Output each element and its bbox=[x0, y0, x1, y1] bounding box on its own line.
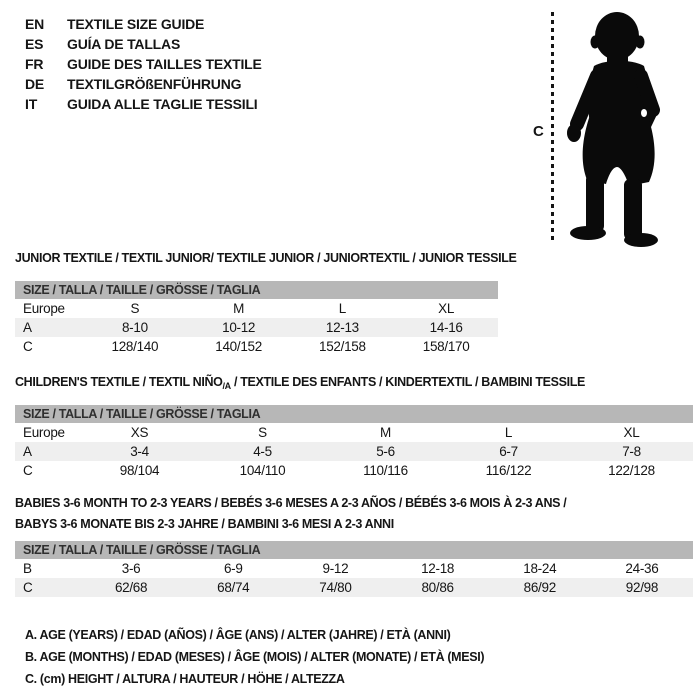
language-row bbox=[25, 74, 262, 94]
babies-title-line-1: BABIES 3-6 MONTH TO 2-3 YEARS / BEBÉS 3-6 MESES A 2-3 AÑOS / BÉBÉS 3-6 MOIS À 2-3 ANS / bbox=[15, 496, 567, 510]
size-cell: 62/68 bbox=[114, 580, 148, 595]
junior-size-table bbox=[15, 281, 498, 356]
size-cell: 7-8 bbox=[622, 444, 641, 459]
size-cell: L bbox=[338, 301, 346, 316]
size-cell: 152/158 bbox=[319, 339, 366, 354]
size-cell: 4-5 bbox=[253, 444, 272, 459]
row-label: A bbox=[23, 320, 32, 335]
row-label: Europe bbox=[23, 301, 65, 316]
height-measure-label: C bbox=[533, 123, 544, 140]
language-row bbox=[25, 94, 262, 114]
size-cell: M bbox=[233, 301, 245, 316]
size-cell: 8-10 bbox=[121, 320, 148, 335]
children-size-table bbox=[15, 405, 693, 480]
size-cell: 5-6 bbox=[376, 444, 395, 459]
size-cell: 98/104 bbox=[119, 463, 160, 478]
table-row bbox=[15, 299, 498, 318]
size-cell: 3-6 bbox=[121, 561, 141, 576]
size-cell: 80/86 bbox=[421, 580, 454, 595]
size-cell: S bbox=[258, 425, 267, 440]
size-cell: 158/170 bbox=[422, 339, 470, 354]
size-cell: 104/110 bbox=[239, 463, 286, 478]
size-cell: L bbox=[504, 425, 513, 440]
babies-title-line-2: BABYS 3-6 MONATE BIS 2-3 JAHRE / BAMBINI 3-6 MESI A 2-3 ANNI bbox=[15, 517, 394, 531]
size-cell: 9-12 bbox=[322, 561, 349, 576]
size-cell: XL bbox=[623, 425, 640, 440]
row-label: A bbox=[23, 444, 32, 459]
footnote-line: B. AGE (MONTHS) / EDAD (MESES) / ÂGE (MOIS) / ALTER (MONATE) / ETÀ (MESI) bbox=[25, 650, 485, 664]
size-cell: 116/122 bbox=[485, 463, 532, 478]
table-row bbox=[15, 442, 693, 461]
size-cell: 128/140 bbox=[111, 339, 159, 354]
junior-table-title: JUNIOR TEXTILE / TEXTIL JUNIOR/ TEXTILE JUNIOR / JUNIORTEXTIL / JUNIOR TESSILE bbox=[15, 251, 517, 265]
babies-size-table bbox=[15, 541, 693, 597]
size-cell: 18-24 bbox=[523, 561, 557, 576]
size-cell: 14-16 bbox=[429, 320, 463, 335]
babies-table-section bbox=[15, 493, 693, 597]
size-cell: 6-7 bbox=[499, 444, 518, 459]
table-row bbox=[15, 423, 693, 442]
size-cell: 3-4 bbox=[130, 444, 149, 459]
language-row bbox=[25, 34, 262, 54]
size-header-bar: SIZE / TALLA / TAILLE / GRÖSSE / TAGLIA bbox=[15, 281, 498, 299]
size-cell: 86/92 bbox=[523, 580, 556, 595]
language-code: ES bbox=[25, 36, 44, 52]
row-label: C bbox=[23, 339, 33, 354]
size-cell: XS bbox=[130, 425, 149, 440]
size-cell: S bbox=[130, 301, 140, 316]
babies-table-title bbox=[15, 493, 693, 535]
row-label: C bbox=[23, 580, 33, 595]
size-cell: XL bbox=[438, 301, 455, 316]
language-label: TEXTILE SIZE GUIDE bbox=[67, 16, 205, 32]
language-code: IT bbox=[25, 96, 38, 112]
table-row bbox=[15, 578, 693, 597]
footnotes bbox=[25, 624, 484, 690]
children-title-pre: CHILDREN'S TEXTILE / TEXTIL NIÑO bbox=[15, 375, 223, 389]
size-cell: 110/116 bbox=[363, 463, 408, 478]
toddler-silhouette-icon bbox=[556, 10, 666, 248]
size-cell: M bbox=[380, 425, 391, 440]
footnote-line: A. AGE (YEARS) / EDAD (AÑOS) / ÂGE (ANS) / ALTER (JAHRE) / ETÀ (ANNI) bbox=[25, 628, 451, 642]
size-cell: 6-9 bbox=[223, 561, 243, 576]
language-row bbox=[25, 54, 262, 74]
table-row bbox=[15, 559, 693, 578]
footnote-line: C. (cm) HEIGHT / ALTURA / HAUTEUR / HÖHE / ALTEZZA bbox=[25, 672, 345, 686]
junior-table-section bbox=[15, 250, 517, 356]
children-title-post: / TEXTILE DES ENFANTS / KINDERTEXTIL / BAMBINI TESSILE bbox=[230, 375, 586, 389]
size-cell: 10-12 bbox=[222, 320, 256, 335]
table-row bbox=[15, 318, 498, 337]
language-code: FR bbox=[25, 56, 44, 72]
size-cell: 122/128 bbox=[608, 463, 655, 478]
children-table-title bbox=[15, 374, 693, 391]
table-row bbox=[15, 337, 498, 356]
language-row bbox=[25, 14, 262, 34]
table-row bbox=[15, 461, 693, 480]
language-code: EN bbox=[25, 16, 45, 32]
language-label: GUÍA DE TALLAS bbox=[67, 36, 181, 52]
language-label: GUIDA ALLE TAGLIE TESSILI bbox=[67, 96, 258, 112]
size-cell: 68/74 bbox=[217, 580, 250, 595]
children-title-sub: /A bbox=[222, 381, 231, 391]
size-cell: 92/98 bbox=[625, 580, 659, 595]
height-dotted-line bbox=[551, 12, 554, 242]
children-table-section bbox=[15, 374, 693, 480]
row-label: B bbox=[23, 561, 32, 576]
row-label: Europe bbox=[23, 425, 65, 440]
size-header-bar: SIZE / TALLA / TAILLE / GRÖSSE / TAGLIA bbox=[15, 405, 693, 423]
language-label: TEXTILGRÖßENFÜHRUNG bbox=[67, 76, 242, 92]
size-cell: 12-18 bbox=[421, 561, 455, 576]
size-cell: 12-13 bbox=[325, 320, 359, 335]
size-cell: 140/152 bbox=[215, 339, 262, 354]
language-code: DE bbox=[25, 76, 45, 92]
size-header-bar: SIZE / TALLA / TAILLE / GRÖSSE / TAGLIA bbox=[15, 541, 693, 559]
size-cell: 24-36 bbox=[625, 561, 659, 576]
size-cell: 74/80 bbox=[319, 580, 352, 595]
language-list bbox=[25, 14, 262, 114]
language-label: GUIDE DES TAILLES TEXTILE bbox=[67, 56, 262, 72]
row-label: C bbox=[23, 463, 33, 478]
